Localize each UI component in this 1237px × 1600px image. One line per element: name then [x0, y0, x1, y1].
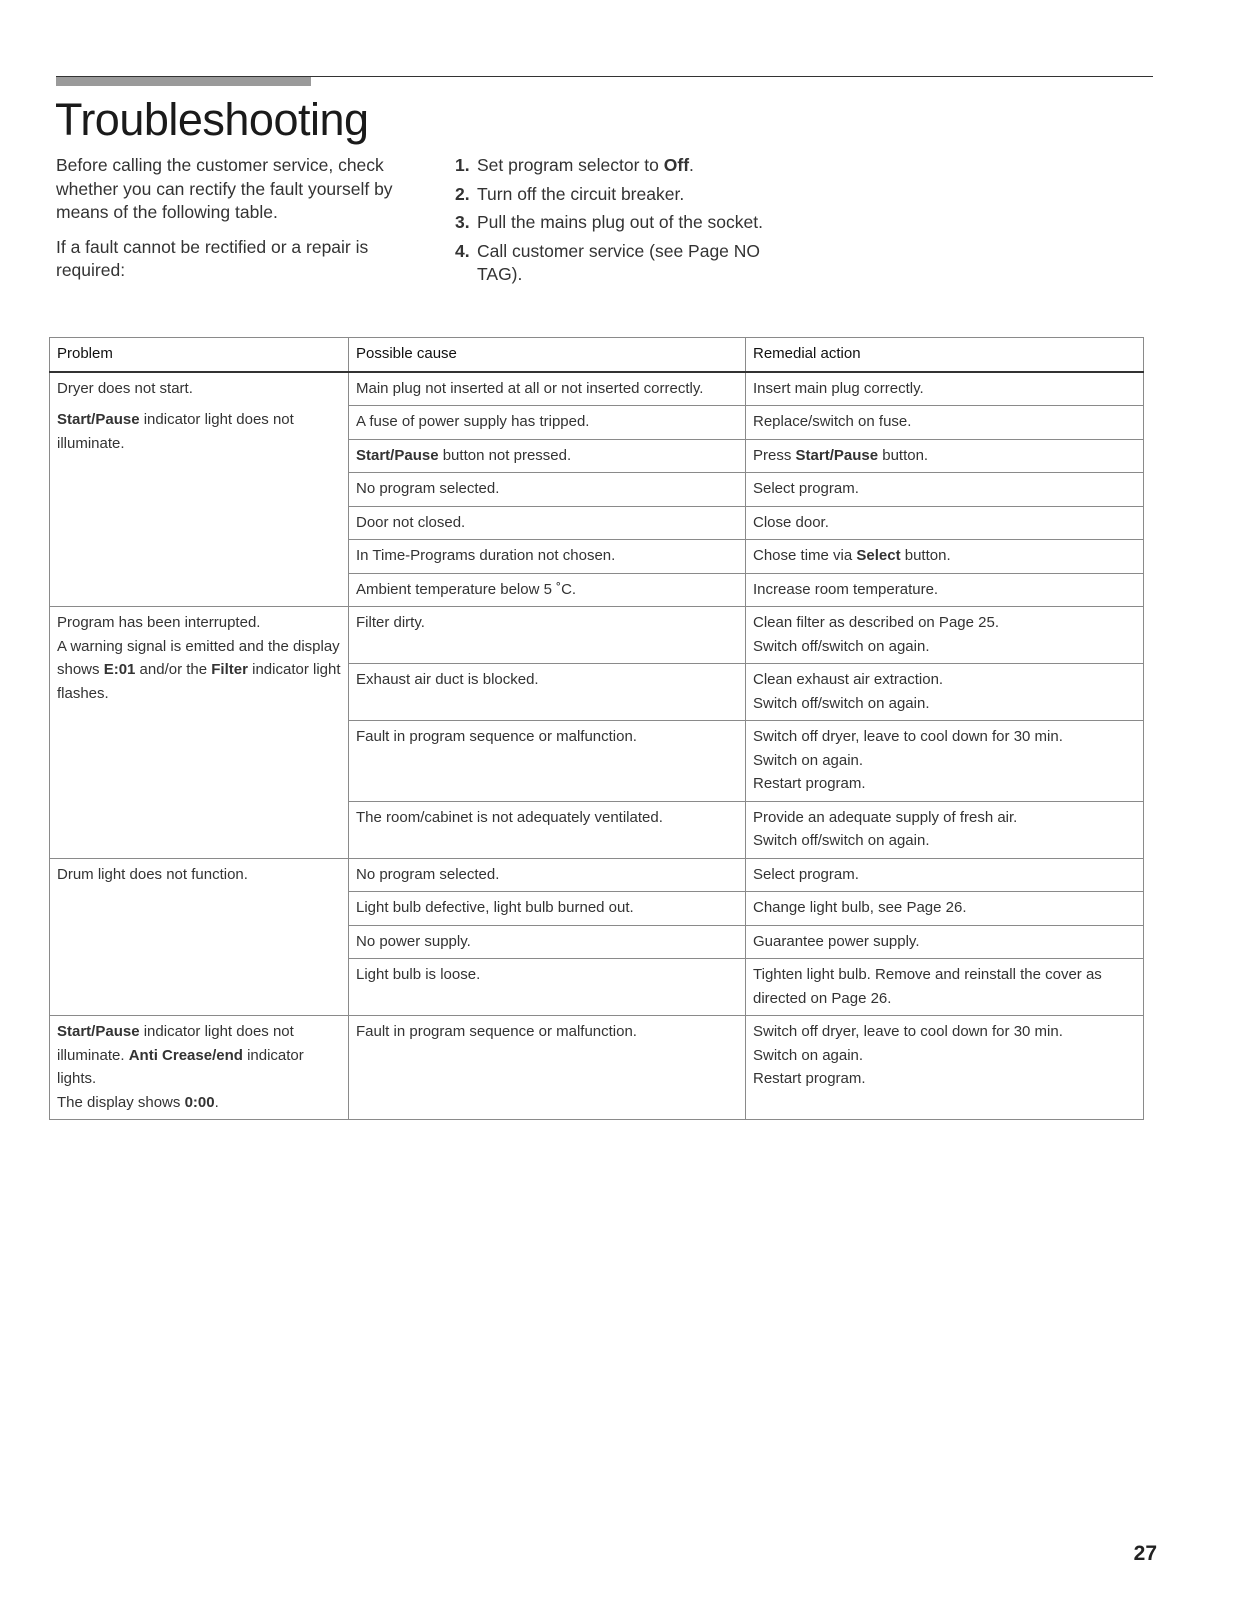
- cause-cell: [349, 925, 746, 959]
- page-title: Troubleshooting: [55, 94, 369, 145]
- table-row: [50, 372, 1144, 406]
- action-line: [753, 578, 1136, 602]
- emphasis-text: Start/Pause: [57, 411, 140, 428]
- text-run: Replace/switch on fuse.: [753, 413, 912, 430]
- action-line: [753, 1044, 1136, 1068]
- text-run: No program selected.: [356, 480, 500, 497]
- emphasis-text: Start/Pause: [356, 446, 439, 464]
- action-line: [753, 444, 1136, 468]
- step-number: 1.: [455, 155, 470, 175]
- table-row: [50, 607, 1144, 664]
- action-line: [753, 1067, 1136, 1091]
- text-run: No power supply.: [356, 932, 471, 950]
- text-run: Increase room temperature.: [753, 580, 939, 598]
- column-header-action: Remedial action: [746, 338, 1144, 372]
- emphasis-text: Start/Pause: [795, 446, 879, 464]
- emphasis-text: Filter: [211, 661, 248, 678]
- text-run: and/or the: [135, 661, 212, 678]
- cause-cell: [349, 372, 746, 406]
- action-cell: [746, 721, 1144, 802]
- action-cell: [746, 406, 1144, 440]
- emphasis-text: Start/Pause: [57, 1023, 140, 1040]
- action-cell: [746, 540, 1144, 574]
- text-run: Switch off/switch on again.: [753, 694, 930, 712]
- text-run: Dryer does not start.: [57, 379, 193, 397]
- text-run: In Time-Programs duration not chosen.: [356, 547, 616, 564]
- action-line: [753, 635, 1136, 659]
- intro-paragraph: If a fault cannot be rectified or a repair is required:: [56, 236, 369, 280]
- cause-cell: [349, 506, 746, 540]
- action-cell: [746, 858, 1144, 892]
- text-run: button.: [878, 446, 929, 464]
- step-text-part: .: [689, 155, 694, 175]
- problem-cell: [50, 372, 349, 607]
- problem-cell: [50, 858, 349, 1016]
- table-header-row: [50, 338, 1144, 372]
- cause-cell: [349, 664, 746, 721]
- action-cell: [746, 506, 1144, 540]
- step-text-bold: Off: [663, 155, 690, 175]
- action-line: [753, 772, 1136, 796]
- text-run: Switch off dryer, leave to cool down for 30 min.: [753, 1023, 1063, 1040]
- cause-cell: [349, 1016, 746, 1120]
- text-run: Filter dirty.: [356, 614, 425, 631]
- text-run: Main plug not inserted at all or not inserted correctly.: [356, 379, 704, 397]
- cause-cell: [349, 607, 746, 664]
- action-line: [753, 896, 1136, 920]
- step-number: 2.: [455, 183, 470, 204]
- action-cell: [746, 959, 1144, 1016]
- text-run: Press: [753, 446, 796, 464]
- emphasis-text: 0:00: [184, 1093, 215, 1111]
- text-run: Light bulb defective, light bulb burned out.: [356, 899, 634, 916]
- text-run: indicator lights.: [57, 1046, 304, 1087]
- action-line: [753, 863, 1136, 887]
- header-accent-bar: [56, 77, 311, 86]
- text-run: Provide an adequate supply of fresh air.: [753, 808, 1018, 826]
- cause-cell: [349, 858, 746, 892]
- cause-cell: [349, 721, 746, 802]
- step-item: [455, 183, 775, 207]
- text-run: Switch off/switch on again.: [753, 637, 930, 655]
- action-line: [753, 410, 1136, 434]
- action-line: [753, 511, 1136, 535]
- action-cell: [746, 892, 1144, 926]
- action-line: [753, 963, 1136, 1010]
- text-run: Switch on again.: [753, 751, 864, 769]
- text-run: Restart program.: [753, 775, 866, 792]
- action-cell: [746, 925, 1144, 959]
- action-line: [753, 544, 1136, 568]
- action-line: [753, 1020, 1136, 1044]
- cause-cell: [349, 439, 746, 473]
- action-cell: [746, 664, 1144, 721]
- cause-cell: [349, 540, 746, 574]
- intro-text: [56, 154, 401, 294]
- action-line: [753, 692, 1136, 716]
- step-text: Turn off the circuit breaker.: [477, 183, 685, 204]
- text-run: Close door.: [753, 513, 829, 531]
- step-number: 3.: [455, 212, 470, 232]
- cause-cell: [349, 892, 746, 926]
- emphasis-text: E:01: [103, 661, 136, 678]
- text-run: button not pressed.: [438, 446, 572, 464]
- action-line: [753, 477, 1136, 501]
- emphasis-text: Anti Crease/end: [128, 1046, 243, 1064]
- text-run: Light bulb is loose.: [356, 966, 481, 983]
- text-run: Fault in program sequence or malfunction.: [356, 728, 637, 745]
- step-item: [455, 154, 775, 178]
- problem-text: [57, 611, 341, 635]
- action-cell: [746, 1016, 1144, 1120]
- text-run: No program selected.: [356, 865, 500, 883]
- action-line: [753, 611, 1136, 635]
- text-run: Clean filter as described on Page 25.: [753, 614, 999, 631]
- text-run: Drum light does not function.: [57, 865, 248, 883]
- action-line: [753, 668, 1136, 692]
- step-item: [455, 211, 775, 235]
- problem-text: [57, 635, 341, 706]
- text-run: Tighten light bulb. Remove and reinstall the cover as directed on Page 26.: [753, 966, 1102, 1007]
- text-run: Door not closed.: [356, 513, 466, 531]
- text-run: The display shows: [57, 1093, 185, 1111]
- step-number: 4.: [455, 240, 470, 261]
- troubleshooting-table: [49, 337, 1144, 1120]
- action-cell: [746, 473, 1144, 507]
- problem-text: [57, 1091, 341, 1115]
- problem-text: [57, 1020, 341, 1091]
- table-row: [50, 1016, 1144, 1120]
- problem-text: [57, 377, 341, 401]
- action-cell: [746, 439, 1144, 473]
- text-run: Fault in program sequence or malfunction.: [356, 1023, 637, 1040]
- problem-cell: [50, 607, 349, 859]
- text-run: Switch off dryer, leave to cool down for 30 min.: [753, 728, 1063, 745]
- text-run: Change light bulb, see Page 26.: [753, 899, 967, 916]
- action-line: [753, 930, 1136, 954]
- action-line: [753, 377, 1136, 401]
- step-text-part: Set program selector to: [477, 155, 664, 175]
- cause-cell: [349, 573, 746, 607]
- steps-list: [455, 154, 775, 292]
- cause-cell: [349, 406, 746, 440]
- text-run: Clean exhaust air extraction.: [753, 671, 944, 688]
- action-cell: [746, 801, 1144, 858]
- step-text: Call customer service (see Page NO TAG).: [477, 240, 761, 284]
- text-run: Switch on again.: [753, 1046, 864, 1064]
- text-run: Chose time via: [753, 547, 857, 564]
- action-cell: [746, 573, 1144, 607]
- table-row: [50, 858, 1144, 892]
- emphasis-text: Select: [856, 547, 901, 564]
- text-run: A warning signal is emitted and the display shows: [57, 637, 340, 678]
- problem-text: [57, 863, 341, 887]
- step-item: [455, 240, 775, 287]
- text-run: indicator light does not illuminate.: [57, 1023, 294, 1064]
- column-header-cause: Possible cause: [349, 338, 746, 372]
- step-text: Pull the mains plug out of the socket.: [477, 212, 763, 232]
- text-run: The room/cabinet is not adequately ventilated.: [356, 808, 663, 826]
- text-run: Insert main plug correctly.: [753, 379, 924, 397]
- text-run: button.: [900, 547, 951, 564]
- cause-cell: [349, 473, 746, 507]
- action-line: [753, 725, 1136, 749]
- text-run: .: [214, 1093, 219, 1111]
- text-run: Restart program.: [753, 1070, 866, 1087]
- text-run: Program has been interrupted.: [57, 614, 261, 631]
- action-cell: [746, 607, 1144, 664]
- text-run: Ambient temperature below 5 ˚C.: [356, 580, 577, 598]
- text-run: indicator light flashes.: [57, 661, 341, 702]
- cause-cell: [349, 801, 746, 858]
- action-line: [753, 829, 1136, 853]
- step-text: [477, 154, 775, 178]
- problem-text: [57, 408, 341, 455]
- page-number: 27: [1133, 1542, 1157, 1565]
- text-run: Switch off/switch on again.: [753, 832, 930, 849]
- text-run: Select program.: [753, 865, 859, 883]
- text-run: Exhaust air duct is blocked.: [356, 671, 539, 688]
- action-cell: [746, 372, 1144, 406]
- text-run: A fuse of power supply has tripped.: [356, 413, 590, 430]
- text-run: Guarantee power supply.: [753, 932, 920, 950]
- action-line: [753, 806, 1136, 830]
- intro-paragraph: Before calling the customer service, check whether you can rectify the fault yourself by means of the following table.: [56, 155, 393, 222]
- text-run: Select program.: [753, 480, 859, 497]
- column-header-problem: Problem: [50, 338, 349, 372]
- text-run: indicator light does not illuminate.: [57, 411, 294, 452]
- cause-cell: [349, 959, 746, 1016]
- action-line: [753, 749, 1136, 773]
- problem-cell: [50, 1016, 349, 1120]
